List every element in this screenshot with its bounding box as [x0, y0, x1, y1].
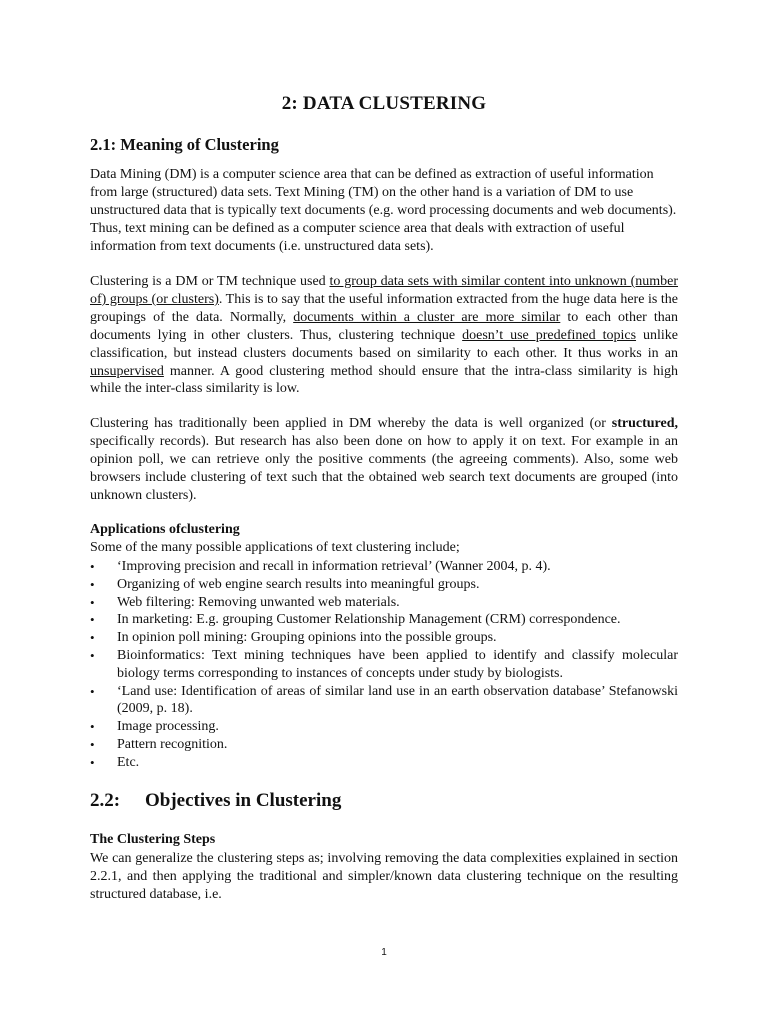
- bullet-icon: •: [90, 754, 95, 770]
- underlined-phrase: unsupervised: [90, 363, 164, 379]
- page-number: 1: [381, 947, 387, 958]
- underlined-phrase: documents within a cluster are more similar: [293, 309, 561, 325]
- steps-heading: The Clustering Steps: [90, 832, 216, 847]
- paragraph-definition: Data Mining (DM) is a computer science area that can be defined as extraction of useful information from large (structured) data sets. Text Mining (TM) on the other hand is a variation of DM to use unstructured data that is typically text documents (e.g. word processing documents and web documents). Thus, text mining can be defined as a computer science area that deals with extraction of useful information from text documents (i.e. unstructured data sets).: [90, 167, 677, 254]
- list-item: • Organizing of web engine search results into meaningful groups.: [90, 576, 480, 592]
- paragraph-clustering-steps: We can generalize the clustering steps as; involving removing the data complexities explained in section 2.2.1, and then applying the traditional and simpler/known data clustering technique on the resulting structured database, i.e.: [90, 851, 678, 902]
- applications-list: [90, 558, 678, 772]
- list-item: • Etc.: [90, 754, 140, 770]
- underlined-phrase: doesn’t use predefined topics: [462, 327, 637, 343]
- list-item: • Image processing.: [90, 719, 219, 735]
- list-item: • In marketing: E.g. grouping Customer Relationship Management (CRM) correspondence.: [90, 612, 621, 628]
- applications-heading: Applications ofclustering: [90, 522, 240, 537]
- bullet-icon: •: [90, 683, 95, 699]
- bullet-icon: •: [90, 576, 95, 592]
- list-item: • Bioinformatics: Text mining techniques have been applied to identify and classify molecular biology terms corresponding to instances of concepts under study by biologists.: [90, 647, 678, 681]
- bullet-icon: •: [90, 559, 95, 574]
- applications-intro: Some of the many possible applications of text clustering include;: [90, 540, 460, 555]
- section-title: Objectives in Clustering: [145, 790, 342, 811]
- list-item: • ‘Land use: Identification of areas of similar land use in an earth observation database’ Stefanowski (2009, p. 18).: [90, 683, 678, 717]
- section-heading-objectives: [90, 790, 341, 812]
- list-item: • ‘Improving precision and recall in information retrieval’ (Wanner 2004, p. 4).: [90, 559, 551, 574]
- section-number: 2.2:: [90, 790, 121, 811]
- bullet-icon: •: [90, 594, 95, 610]
- underlined-phrase: to group data sets with similar content into unknown (number of) groups (or clusters): [90, 274, 679, 307]
- bullet-icon: •: [90, 647, 95, 663]
- list-item: • Web filtering: Removing unwanted web materials.: [90, 594, 400, 610]
- chapter-title: 2: DATA CLUSTERING: [281, 93, 487, 114]
- bullet-icon: •: [90, 719, 95, 735]
- bullet-icon: •: [90, 612, 95, 628]
- bullet-icon: •: [90, 736, 95, 752]
- list-item: • Pattern recognition.: [90, 736, 228, 752]
- list-item: • In opinion poll mining: Grouping opinions into the possible groups.: [90, 630, 497, 646]
- section-heading-meaning: 2.1: Meaning of Clustering: [90, 135, 279, 154]
- paragraph-clustering-applied: Clustering has traditionally been applied in DM whereby the data is well organized (or structured, specifically records). But research has also been done on how to apply it on text. For example in an opinion poll, we can retrieve only the positive comments (the agreeing comments). Also, some web browsers include clustering of text such that the obtained web search text documents are grouped (into unknown clusters).: [90, 416, 678, 503]
- bold-phrase: structured,: [611, 416, 678, 431]
- bullet-icon: •: [90, 630, 95, 646]
- paragraph-clustering-technique: Clustering is a DM or TM technique used to group data sets with similar content into unknown (number of) groups (or clusters). This is to say that the useful information extracted from the huge data here is the groupings of the data. Normally, documents within a cluster are more similar to each other than documents lying in other clusters. Thus, clustering technique doesn’t use predefined topics unlike classification, but instead clusters documents based on similarity to each other. It thus works in an unsupervised manner. A good clustering method should ensure that the intra-class similarity is high while the inter-class similarity is low.: [90, 274, 679, 397]
